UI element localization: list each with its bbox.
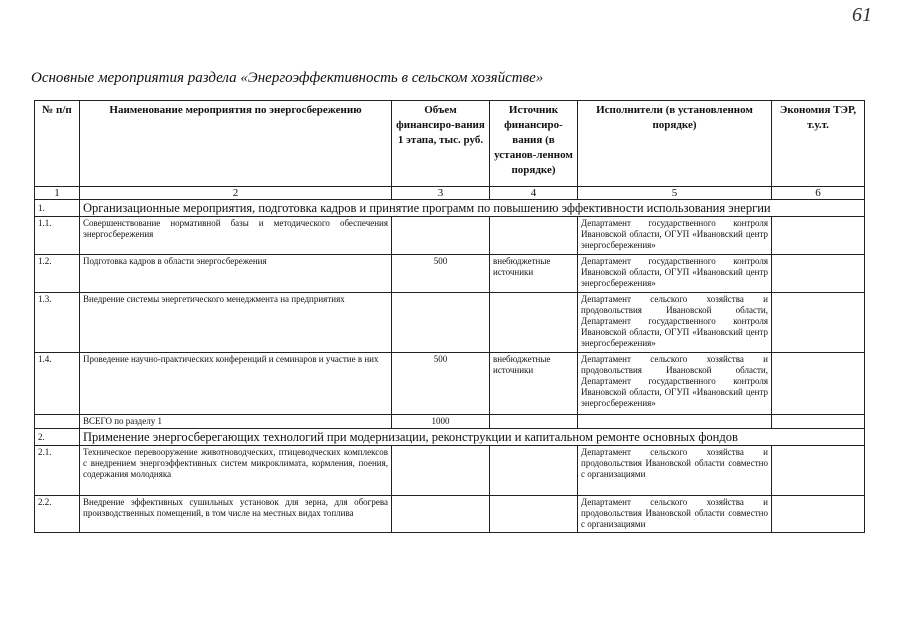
executors: Департамент сельского хозяйства и продовольствия Ивановской области, Департамент государственного контроля Ивановской области, ОГУП «Ивановский центр энергосбережения» bbox=[578, 293, 772, 353]
header-name: Наименование мероприятия по энергосбережению bbox=[80, 101, 392, 187]
energy-savings bbox=[772, 255, 865, 293]
row-number: 2.2. bbox=[35, 496, 80, 533]
table-row bbox=[35, 496, 865, 533]
empty-cell bbox=[772, 415, 865, 429]
column-number: 1 bbox=[35, 187, 80, 200]
energy-savings bbox=[772, 496, 865, 533]
financing-amount bbox=[392, 293, 490, 353]
page-number: 61 bbox=[852, 4, 872, 26]
section-row bbox=[35, 200, 865, 217]
table-row bbox=[35, 446, 865, 496]
header-amount: Объем финансиро-вания 1 этапа, тыс. руб. bbox=[392, 101, 490, 187]
financing-amount bbox=[392, 496, 490, 533]
column-number: 6 bbox=[772, 187, 865, 200]
section-number: 2. bbox=[35, 429, 80, 446]
financing-source: внебюджетные источники bbox=[490, 353, 578, 415]
header-row bbox=[35, 101, 865, 187]
row-number: 1.3. bbox=[35, 293, 80, 353]
energy-savings bbox=[772, 446, 865, 496]
document-title: Основные мероприятия раздела «Энергоэффективность в сельском хозяйстве» bbox=[31, 70, 544, 86]
executors: Департамент государственного контроля Ивановской области, ОГУП «Ивановский центр энергосбережения» bbox=[578, 217, 772, 255]
executors: Департамент сельского хозяйства и продовольствия Ивановской области, Департамент государственного контроля Ивановской области, ОГУП «Ивановский центр энергосбережения» bbox=[578, 353, 772, 415]
section-row bbox=[35, 429, 865, 446]
executors: Департамент сельского хозяйства и продовольствия Ивановской области совместно с организациями bbox=[578, 446, 772, 496]
executors: Департамент сельского хозяйства и продовольствия Ивановской области совместно с организациями bbox=[578, 496, 772, 533]
header-savings: Экономия ТЭР, т.у.т. bbox=[772, 101, 865, 187]
header-executors: Исполнители (в установленном порядке) bbox=[578, 101, 772, 187]
measure-name: Подготовка кадров в области энергосбережения bbox=[80, 255, 392, 293]
section-title: Применение энергосберегающих технологий при модернизации, реконструкции и капитальном ремонте основных фондов bbox=[80, 429, 865, 446]
financing-amount bbox=[392, 217, 490, 255]
financing-source bbox=[490, 293, 578, 353]
total-row bbox=[35, 415, 865, 429]
column-number-row bbox=[35, 187, 865, 200]
measure-name: Проведение научно-практических конференций и семинаров и участие в них bbox=[80, 353, 392, 415]
financing-source bbox=[490, 496, 578, 533]
financing-source bbox=[490, 217, 578, 255]
column-number: 3 bbox=[392, 187, 490, 200]
energy-savings bbox=[772, 353, 865, 415]
row-number: 1.4. bbox=[35, 353, 80, 415]
empty-cell bbox=[490, 415, 578, 429]
table-row bbox=[35, 353, 865, 415]
table-row bbox=[35, 217, 865, 255]
measure-name: Совершенствование нормативной базы и методического обеспечения энергосбережения bbox=[80, 217, 392, 255]
section-number: 1. bbox=[35, 200, 80, 217]
header-num: № п/п bbox=[35, 101, 80, 187]
table-row bbox=[35, 293, 865, 353]
measure-name: Техническое перевооружение животноводческих, птицеводческих комплексов с внедрением энергоэффективных систем микроклимата, кормления, поения, содержания молодняка bbox=[80, 446, 392, 496]
header-source: Источник финансиро-вания (в установ-ленном порядке) bbox=[490, 101, 578, 187]
row-number: 1.2. bbox=[35, 255, 80, 293]
financing-amount: 500 bbox=[392, 255, 490, 293]
financing-source bbox=[490, 446, 578, 496]
total-number bbox=[35, 415, 80, 429]
financing-source: внебюджетные источники bbox=[490, 255, 578, 293]
section-title: Организационные мероприятия, подготовка кадров и принятие программ по повышению эффективности использования энергии bbox=[80, 200, 865, 217]
measure-name: Внедрение эффективных сушильных установок для зерна, для обогрева производственных помещений, в том числе на местных видах топлива bbox=[80, 496, 392, 533]
column-number: 4 bbox=[490, 187, 578, 200]
column-number: 2 bbox=[80, 187, 392, 200]
row-number: 2.1. bbox=[35, 446, 80, 496]
empty-cell bbox=[578, 415, 772, 429]
executors: Департамент государственного контроля Ивановской области, ОГУП «Ивановский центр энергосбережения» bbox=[578, 255, 772, 293]
financing-amount bbox=[392, 446, 490, 496]
total-label: ВСЕГО по разделу 1 bbox=[80, 415, 392, 429]
table-row bbox=[35, 255, 865, 293]
total-amount: 1000 bbox=[392, 415, 490, 429]
energy-savings bbox=[772, 293, 865, 353]
row-number: 1.1. bbox=[35, 217, 80, 255]
energy-savings bbox=[772, 217, 865, 255]
column-number: 5 bbox=[578, 187, 772, 200]
measures-table bbox=[34, 100, 865, 533]
measure-name: Внедрение системы энергетического менеджмента на предприятиях bbox=[80, 293, 392, 353]
financing-amount: 500 bbox=[392, 353, 490, 415]
